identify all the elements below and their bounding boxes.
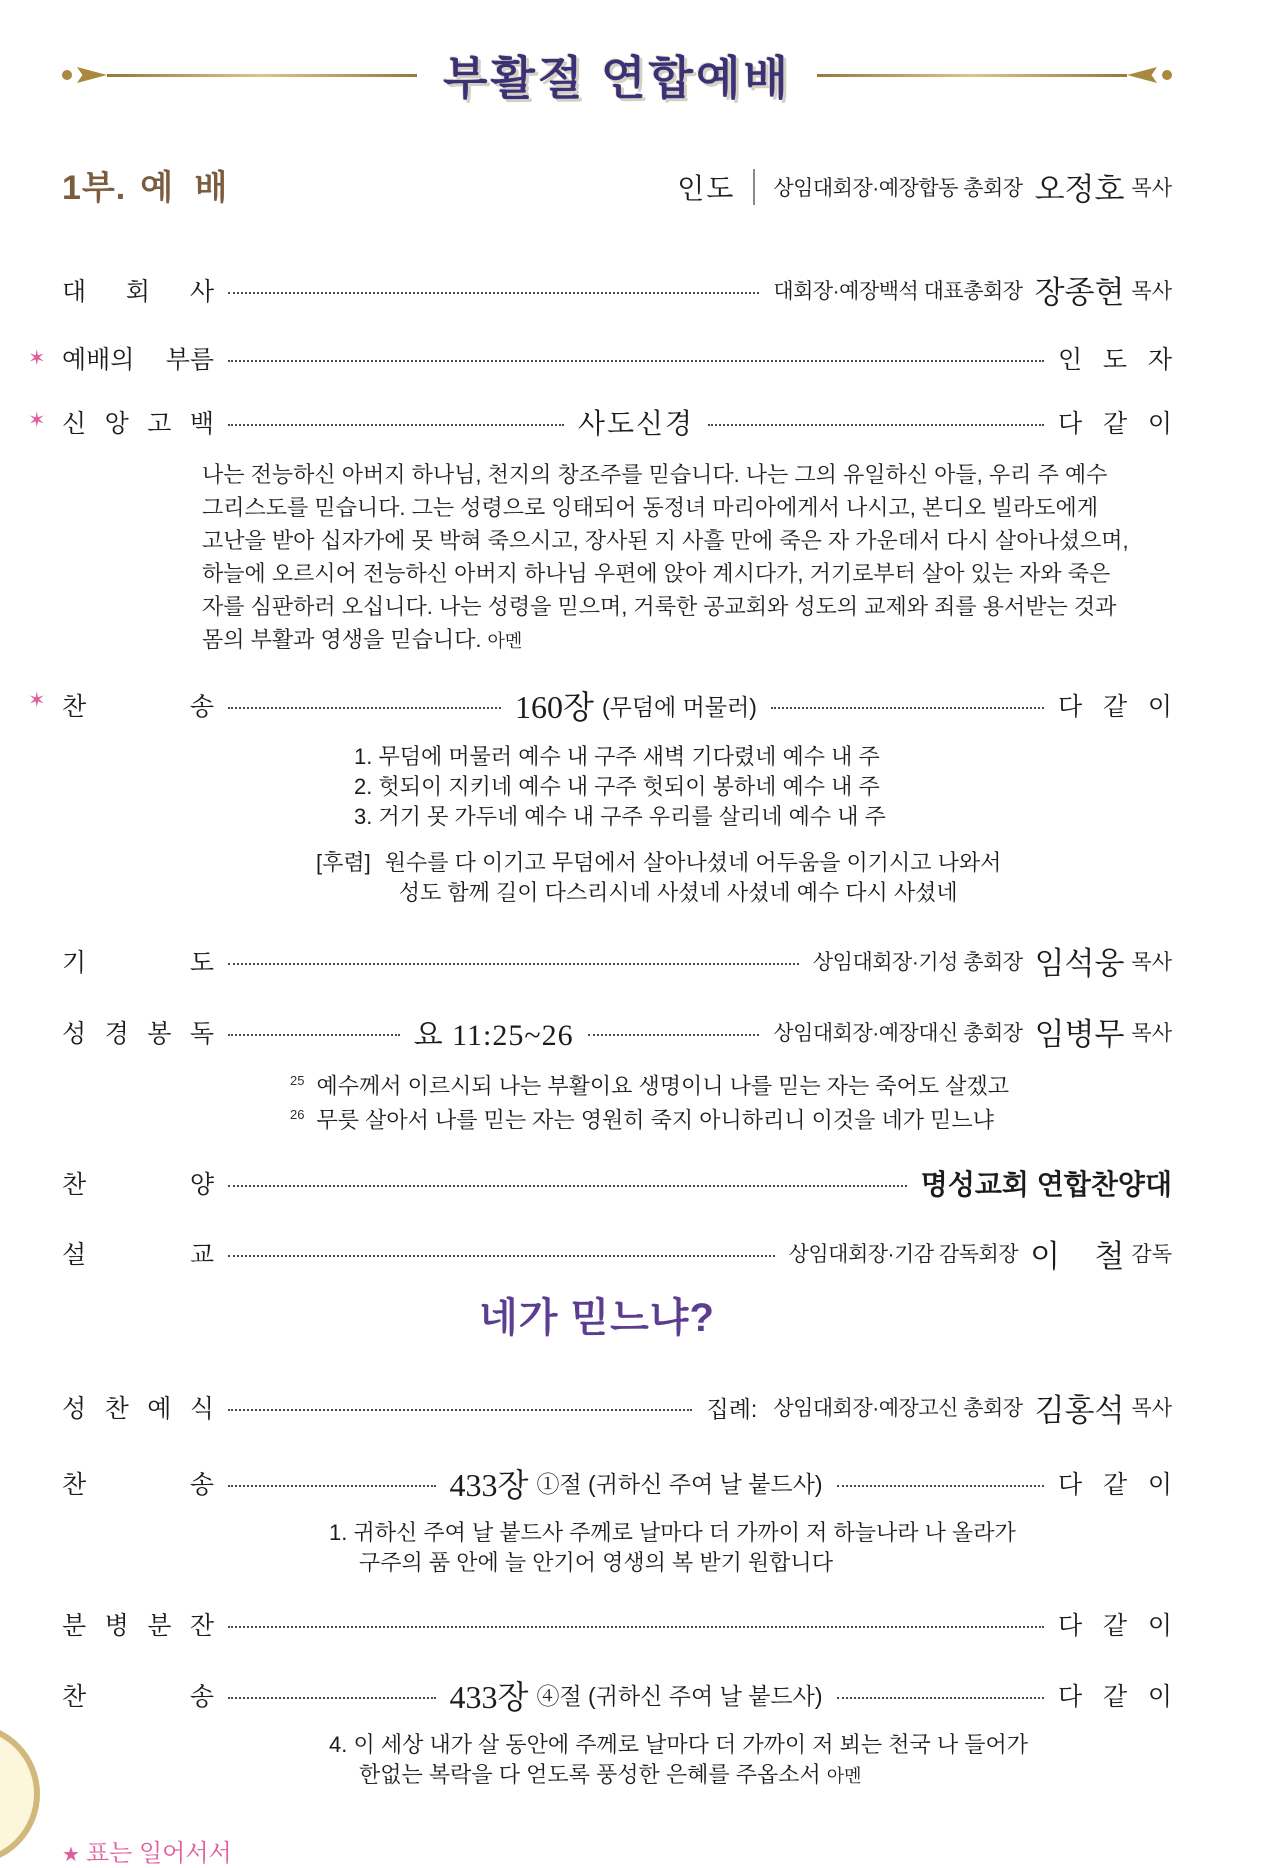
leader-name: 오정호 <box>1034 172 1125 207</box>
hymn-433-v1-lines <box>329 1518 1172 1578</box>
hymn-number: 160장 <box>515 689 594 725</box>
hymn-433-v4-lines <box>329 1730 1172 1791</box>
hymn-title-note: ④절 (귀하신 주여 날 붙드사) <box>536 1683 823 1710</box>
item-right: 다 같 이 <box>1058 1611 1172 1640</box>
hymn-verse: 3. 거기 못 가두네 예수 내 구주 우리를 살리네 예수 내 주 <box>354 804 886 829</box>
dotted-leader <box>228 1697 436 1699</box>
standing-star-icon: ✶ <box>28 409 46 432</box>
gold-arrow-right-icon <box>1127 67 1157 83</box>
vertical-divider <box>753 169 755 205</box>
gold-rule-left <box>107 74 417 77</box>
hymn-160-verses <box>354 742 1172 832</box>
program-row-opening-address <box>62 267 1172 312</box>
sermon-title: 네가 믿느냐? <box>479 1295 715 1340</box>
program-row-call-to-worship <box>28 340 1172 376</box>
footnote-text: 표는 일어서서 <box>85 1839 232 1867</box>
chorus-lines <box>385 848 1002 908</box>
corner-ornament-bottom-left-icon <box>0 1723 40 1865</box>
program-row-sermon <box>62 1231 1172 1276</box>
dotted-leader <box>228 1626 1044 1628</box>
verse-text: 예수께서 이르시되 나는 부활이요 생명이니 나를 믿는 자는 죽어도 살겠고 <box>316 1073 1010 1099</box>
dotted-leader <box>228 1409 692 1411</box>
scripture-verses <box>62 1066 1172 1135</box>
hymn-line-text: 한없는 복락을 다 얻도록 풍성한 은혜를 주옵소서 <box>359 1761 821 1787</box>
program-row-prayer <box>62 938 1172 983</box>
scripture-verse <box>290 1100 1172 1134</box>
program-row-communion <box>62 1385 1172 1430</box>
hymn-line: 1. 귀하신 주여 날 붙드사 주께로 날마다 더 가까이 저 하늘나라 나 올라가 <box>329 1519 1016 1545</box>
item-label: 신 앙 고 백 <box>62 410 214 438</box>
dotted-leader <box>837 1697 1045 1699</box>
dotted-leader <box>837 1485 1045 1487</box>
person-role: 상임대회장·예장대신 총회장 <box>773 1021 1023 1045</box>
item-label: 찬 양 <box>62 1170 214 1199</box>
creed-line: 고난을 받아 십자가에 못 박혀 죽으시고, 장사된 지 사흘 만에 죽은 자 가운데서 다시 살아나셨으며, <box>202 528 1129 553</box>
standing-footnote <box>62 1833 1172 1868</box>
creed-line-text: 몸의 부활과 영생을 믿습니다. <box>202 627 482 652</box>
footnote-star-icon: ★ <box>62 1843 80 1866</box>
creed-line <box>202 623 1172 658</box>
item-right: 인 도 자 <box>1058 346 1172 374</box>
item-right: 다 같 이 <box>1058 693 1173 721</box>
gold-rule-right <box>817 74 1127 77</box>
item-right: 다 같 이 <box>1058 1470 1173 1499</box>
item-label: 성 경 봉 독 <box>62 1019 214 1048</box>
item-label: 성 찬 예 식 <box>62 1395 214 1424</box>
item-center: 사도신경 <box>577 408 695 439</box>
hymn-line <box>359 1760 1172 1791</box>
dotted-leader <box>228 292 759 294</box>
service-leader <box>677 164 1172 209</box>
anthem-choir: 명성교회 연합찬양대 <box>920 1168 1172 1200</box>
gold-dot-right-icon <box>1162 70 1172 80</box>
person-name: 이 철 <box>1030 1238 1125 1274</box>
creed-line: 자를 심판하러 오십니다. 나는 성령을 믿으며, 거룩한 공교회와 성도의 교제와 죄를 용서받는 것과 <box>202 594 1117 619</box>
person-honorific: 감독 <box>1131 1243 1172 1267</box>
dotted-leader <box>588 1034 760 1036</box>
creed-line: 그리스도를 믿습니다. 그는 성령으로 잉태되어 동정녀 마리아에게서 나시고, 본디오 빌라도에게 <box>202 495 1099 520</box>
page-title: 부활절 연합예배 <box>443 52 791 104</box>
dotted-leader <box>228 1185 907 1187</box>
person-name: 임석웅 <box>1034 946 1125 981</box>
person-role: 대회장·예장백석 대표총회장 <box>773 279 1023 303</box>
part-number: 1부. <box>62 169 127 207</box>
dotted-leader <box>228 1485 436 1487</box>
verse-text: 무릇 살아서 나를 믿는 자는 영원히 죽지 아니하리니 이것을 네가 믿느냐 <box>316 1107 994 1133</box>
verse-number: 26 <box>290 1107 305 1123</box>
item-label: 찬 송 <box>62 693 214 721</box>
person-role: 상임대회장·예장고신 총회장 <box>773 1397 1023 1421</box>
person-name: 김홍석 <box>1034 1392 1125 1428</box>
hymn-line: 4. 이 세상 내가 살 동안에 주께로 날마다 더 가까이 저 뵈는 천국 나 들어가 <box>329 1731 1028 1757</box>
program-row-scripture-reading <box>62 1009 1172 1054</box>
scripture-verse <box>290 1066 1172 1100</box>
person-honorific: 목사 <box>1131 1021 1172 1045</box>
person-honorific: 목사 <box>1131 950 1172 974</box>
corner-ornament-top-left-icon <box>0 0 8 23</box>
dotted-leader <box>228 1255 775 1257</box>
part-heading <box>62 160 233 209</box>
item-label: 찬 송 <box>62 1470 214 1499</box>
item-label: 설 교 <box>62 1241 214 1270</box>
dotted-leader <box>228 963 799 965</box>
dotted-leader <box>228 707 501 709</box>
section-header <box>62 160 1172 209</box>
person-honorific: 목사 <box>1131 1397 1172 1421</box>
person-role: 상임대회장·기성 총회장 <box>812 950 1023 974</box>
dotted-leader <box>228 1034 400 1036</box>
apostles-creed-text <box>202 458 1172 658</box>
program-row-hymn-433-v4 <box>62 1672 1172 1718</box>
standing-star-icon: ✶ <box>28 347 46 370</box>
leader-role: 상임대회장·예장합동 총회장 <box>773 176 1023 200</box>
person-name: 장종현 <box>1034 275 1125 310</box>
chorus-line: 원수를 다 이기고 무덤에서 살아나셨네 어두움을 이기시고 나와서 <box>384 850 1002 875</box>
amen-text: 아멘 <box>487 631 523 651</box>
program-row-bread-and-cup <box>62 1606 1172 1642</box>
gold-dot-left-icon <box>62 70 72 80</box>
item-right: 다 같 이 <box>1058 410 1173 438</box>
standing-star-icon: ✶ <box>28 689 46 712</box>
amen-text: 아멘 <box>826 1765 862 1786</box>
creed-line: 하늘에 오르시어 전능하신 아버지 하나님 우편에 앉아 계시다가, 거기로부터 살아 있는 자와 죽은 <box>202 561 1111 586</box>
hymn-number: 433장 <box>449 1466 529 1503</box>
leader-label: 인도 <box>677 172 736 204</box>
item-label: 예배의 부름 <box>62 346 214 374</box>
title-band <box>62 42 1172 108</box>
program-row-hymn-160 <box>28 682 1173 728</box>
hymn-verse: 1. 무덤에 머물러 예수 내 구주 새벽 기다렸네 예수 내 주 <box>354 744 880 769</box>
chorus-tag: [후렴] <box>316 850 371 875</box>
program-row-confession-of-faith <box>28 402 1173 442</box>
dotted-leader <box>228 424 564 426</box>
person-role: 상임대회장·기감 감독회장 <box>788 1243 1019 1267</box>
hymn-number: 433장 <box>449 1678 529 1715</box>
dotted-leader <box>708 424 1044 426</box>
person-name: 임병무 <box>1034 1017 1125 1052</box>
item-label: 분 병 분 잔 <box>62 1611 214 1640</box>
dotted-leader <box>228 360 1044 362</box>
hymn-verse: 2. 헛되이 지키네 예수 내 구주 헛되이 봉하네 예수 내 주 <box>354 774 880 799</box>
item-right: 다 같 이 <box>1058 1682 1173 1711</box>
verse-number: 25 <box>290 1073 305 1088</box>
program-row-hymn-433-v1 <box>62 1460 1172 1506</box>
hymn-160-chorus <box>316 848 1172 908</box>
person-honorific: 목사 <box>1131 279 1172 303</box>
hymn-title-note: ①절 (귀하신 주여 날 붙드사) <box>536 1471 823 1498</box>
item-label: 대 회 사 <box>62 277 214 306</box>
item-label: 찬 송 <box>62 1682 214 1711</box>
program-row-anthem <box>62 1163 1172 1203</box>
creed-line: 나는 전능하신 아버지 하나님, 천지의 창조주를 믿습니다. 나는 그의 유일하신 아들, 우리 주 예수 <box>202 462 1108 487</box>
leader-honorific: 목사 <box>1131 176 1172 200</box>
officiant-prefix: 집례: <box>706 1395 758 1422</box>
part-title: 예 배 <box>140 169 234 207</box>
hymn-line: 구주의 품 안에 늘 안기어 영생의 복 받기 원합니다 <box>359 1549 833 1575</box>
scripture-reference: 요 11:25~26 <box>413 1018 574 1052</box>
chorus-line: 성도 함께 길이 다스리시네 사셨네 사셨네 예수 다시 사셨네 <box>398 880 958 905</box>
item-label: 기 도 <box>62 948 214 977</box>
dotted-leader <box>771 707 1044 709</box>
gold-arrow-left-icon <box>77 67 107 83</box>
hymn-title-note: (무덤에 머물러) <box>601 693 757 720</box>
